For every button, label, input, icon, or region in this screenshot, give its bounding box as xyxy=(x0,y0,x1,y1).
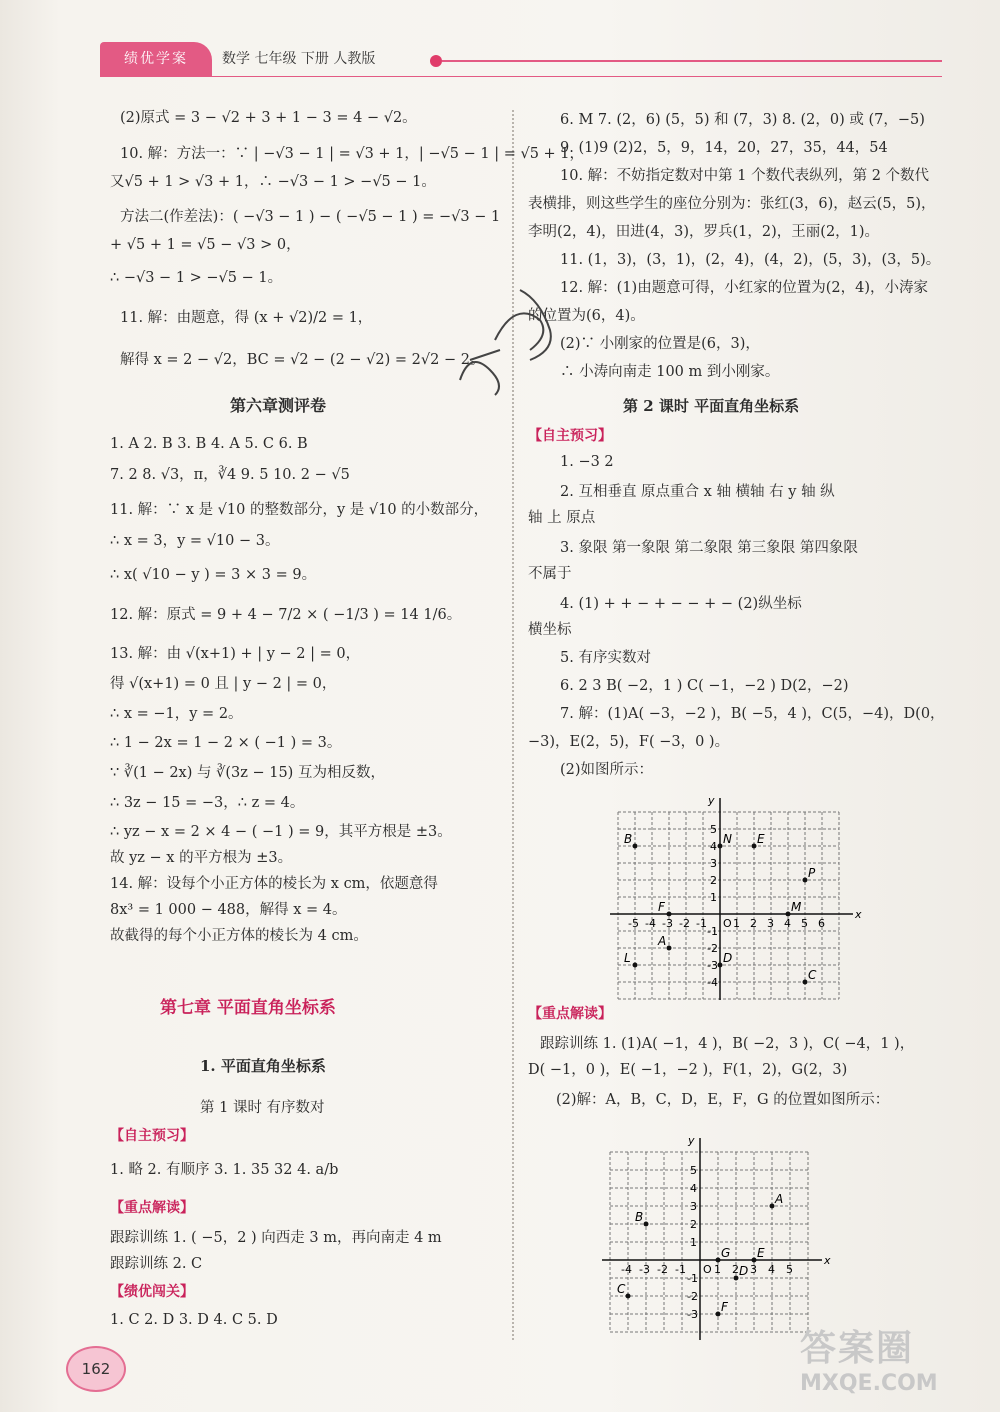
point-label: G xyxy=(721,1246,731,1260)
right-line: ∴ 小涛向南走 100 m 到小刚家。 xyxy=(560,364,780,380)
x-tick-label: 2 xyxy=(750,917,757,930)
point-label: M xyxy=(791,900,802,914)
point-label: N xyxy=(723,832,732,846)
watermark xyxy=(800,1320,980,1400)
y-tick-label: 3 xyxy=(690,1200,697,1213)
chapter-title: 第七章 平面直角坐标系 xyxy=(160,998,336,1018)
subsection-title: 第 1 课时 有序数对 xyxy=(200,1100,325,1116)
x-tick-label: 4 xyxy=(768,1263,775,1276)
x-tick-label: 2 xyxy=(732,1263,739,1276)
x-tick-label: -3 xyxy=(639,1263,650,1276)
x-tick-label: 4 xyxy=(784,917,791,930)
left-line: ∴ x = −1，y = 2。 xyxy=(110,706,243,722)
right-line: 1. −3 2 xyxy=(560,454,614,470)
point-M xyxy=(786,912,791,917)
point-label: E xyxy=(757,1246,765,1260)
left-line: ∴ x = 3，y = √10 − 3。 xyxy=(110,533,280,549)
coordinate-graph-1 xyxy=(600,780,870,1000)
tag-preview: 【自主预习】 xyxy=(528,428,612,444)
point-label: C xyxy=(617,1282,626,1296)
y-tick-label: 5 xyxy=(710,823,717,836)
point-F xyxy=(716,1312,721,1317)
right-line: 2. 互相垂直 原点重合 x 轴 横轴 右 y 轴 纵 xyxy=(560,484,835,500)
right-line: (2)解：A，B，C，D，E，F，G 的位置如图所示： xyxy=(556,1092,890,1108)
point-label: C xyxy=(808,968,817,982)
y-tick-label: -4 xyxy=(707,976,718,989)
point-A xyxy=(770,1204,775,1209)
point-label: P xyxy=(808,866,816,880)
right-line: 12. 解：(1)由题意可得，小红家的位置为(2，4)，小涛家 xyxy=(560,280,928,296)
left-line: 7. 2 8. √3，π，∛4 9. 5 10. 2 − √5 xyxy=(110,467,350,483)
origin-label: O xyxy=(723,917,732,930)
left-line: ∴ −√3 − 1 > −√5 − 1。 xyxy=(110,270,283,286)
origin-label: O xyxy=(703,1263,712,1276)
left-line: 跟踪训练 1. ( −5，2 ) 向西走 3 m，再向南走 4 m xyxy=(110,1230,442,1246)
page-number: 162 xyxy=(66,1346,126,1392)
right-line: 3. 象限 第一象限 第二象限 第三象限 第四象限 xyxy=(560,540,858,556)
right-line: 11. (1，3)，(3，1)，(2，4)，(4，2)，(5，3)，(3，5)。 xyxy=(560,252,941,268)
y-tick-label: 2 xyxy=(690,1218,697,1231)
point-B xyxy=(633,844,638,849)
point-P xyxy=(803,878,808,883)
y-tick-label: 4 xyxy=(710,840,717,853)
x-tick-label: 1 xyxy=(714,1263,721,1276)
point-label: B xyxy=(624,832,633,846)
x-tick-label: 3 xyxy=(750,1263,757,1276)
x-tick-label: 5 xyxy=(801,917,808,930)
tag-key: 【重点解读】 xyxy=(110,1200,194,1216)
x-axis-label: x xyxy=(855,908,862,921)
left-line: 又√5 + 1 > √3 + 1，∴ −√3 − 1 > −√5 − 1。 xyxy=(110,174,436,190)
left-line: 故 yz − x 的平方根为 ±3。 xyxy=(110,850,293,866)
point-label: B xyxy=(635,1210,644,1224)
point-label: D xyxy=(739,1264,749,1278)
left-line: 14. 解：设每个小正方体的棱长为 x cm，依题意得 xyxy=(110,876,438,892)
watermark-logo: 答案圈 xyxy=(800,1328,915,1369)
left-line: 10. 解：方法一：∵ | −√3 − 1 | = √3 + 1，| −√5 − 1 | = √5 + 1， xyxy=(120,146,585,162)
point-D xyxy=(718,963,723,968)
right-line: −3)，E(2，5)，F( −3，0 )。 xyxy=(528,734,730,750)
left-line: 12. 解：原式 = 9 + 4 − 7/2 × ( −1/3 ) = 14 1/6。 xyxy=(110,607,462,623)
left-line: + √5 + 1 = √5 − √3 > 0， xyxy=(110,237,301,253)
point-label: F xyxy=(721,1300,728,1314)
left-line: (2)原式 = 3 − √2 + 3 + 1 − 3 = 4 − √2。 xyxy=(120,110,417,126)
right-line: 横坐标 xyxy=(528,622,572,638)
left-line: 8x³ = 1 000 − 488，解得 x = 4。 xyxy=(110,902,347,918)
y-tick-label: -2 xyxy=(707,942,718,955)
right-line: 6. M 7. (2，6) (5，5) 和 (7，3) 8. (2，0) 或 (7，−5) xyxy=(560,112,925,128)
watermark-url: MXQE.COM xyxy=(800,1371,938,1396)
left-line: 1. 略 2. 有顺序 3. 1. 35 32 4. a/b xyxy=(110,1162,339,1178)
left-line: ∴ 3z − 15 = −3，∴ z = 4。 xyxy=(110,795,305,811)
x-tick-label: 1 xyxy=(733,917,740,930)
point-B xyxy=(644,1222,649,1227)
right-line: 6. 2 3 B( −2，1 ) C( −1，−2 ) D(2，−2) xyxy=(560,678,849,694)
left-line: ∴ 1 − 2x = 1 − 2 × ( −1 ) = 3。 xyxy=(110,735,342,751)
x-tick-label: 3 xyxy=(767,917,774,930)
point-F xyxy=(667,912,672,917)
handwriting-scribble xyxy=(440,270,580,410)
right-line: 表横排，则这些学生的座位分别为：张红(3，6)，赵云(5，5)， xyxy=(528,196,936,212)
left-line: 方法二(作差法)：( −√3 − 1 ) − ( −√5 − 1 ) = −√3 − 1 xyxy=(120,209,501,225)
y-tick-label: 2 xyxy=(710,874,717,887)
left-line: 故截得的每个小正方体的棱长为 4 cm。 xyxy=(110,928,368,944)
x-tick-label: -2 xyxy=(679,917,690,930)
point-N xyxy=(718,844,723,849)
x-tick-label: -1 xyxy=(675,1263,686,1276)
left-line: 跟踪训练 2. C xyxy=(110,1256,203,1272)
point-label: D xyxy=(723,951,733,965)
right-line: 李明(2，4)，田进(4，3)，罗兵(1，2)，王丽(2，1)。 xyxy=(528,224,880,240)
y-axis-label: y xyxy=(708,794,715,807)
lesson-title: 1. 平面直角坐标系 xyxy=(200,1057,326,1075)
y-tick-label: 5 xyxy=(690,1164,697,1177)
y-tick-label: -1 xyxy=(707,925,718,938)
left-line: 1. C 2. D 3. D 4. C 5. D xyxy=(110,1312,278,1328)
coordinate-graph-2 xyxy=(600,1120,850,1340)
section-title: 第六章测评卷 xyxy=(230,396,327,415)
left-line: 解得 x = 2 − √2，BC = √2 − (2 − √2) = 2√2 − 2。 xyxy=(120,352,485,368)
header-title: 数学 七年级 下册 人教版 xyxy=(222,51,376,67)
right-line: (2)∵ 小刚家的位置是(6，3)， xyxy=(560,336,760,352)
y-axis-label: y xyxy=(688,1134,695,1147)
right-line: 的位置为(6，4)。 xyxy=(528,308,645,324)
right-line: (2)如图所示： xyxy=(560,762,654,778)
x-tick-label: 6 xyxy=(818,917,825,930)
y-tick-label: 4 xyxy=(690,1182,697,1195)
point-D xyxy=(734,1276,739,1281)
right-line: 4. (1) + + − + − − + − (2)纵坐标 xyxy=(560,596,802,612)
tag-preview: 【自主预习】 xyxy=(110,1128,194,1144)
x-axis-label: x xyxy=(824,1254,831,1267)
left-line: 得 √(x+1) = 0 且 | y − 2 | = 0， xyxy=(110,676,337,692)
left-line: 13. 解：由 √(x+1) + | y − 2 | = 0， xyxy=(110,646,361,662)
point-E xyxy=(752,844,757,849)
x-tick-label: -3 xyxy=(662,917,673,930)
x-tick-label: -5 xyxy=(628,917,639,930)
y-tick-label: -3 xyxy=(707,959,718,972)
left-line: ∴ x( √10 − y ) = 3 × 3 = 9。 xyxy=(110,567,317,583)
y-tick-label: -2 xyxy=(687,1290,698,1303)
point-label: F xyxy=(658,900,665,914)
tag-key: 【重点解读】 xyxy=(528,1006,612,1022)
left-line: 11. 解：由题意，得 (x + √2)/2 = 1， xyxy=(120,310,373,326)
point-G xyxy=(716,1258,721,1263)
point-label: A xyxy=(658,934,667,948)
right-line: 跟踪训练 1. (1)A( −1，4 )，B( −2，3 )，C( −4，1 )， xyxy=(540,1036,915,1052)
point-A xyxy=(667,946,672,951)
point-label: E xyxy=(757,832,765,846)
left-line: 1. A 2. B 3. B 4. A 5. C 6. B xyxy=(110,436,308,452)
point-label: A xyxy=(775,1192,784,1206)
y-tick-label: 3 xyxy=(710,857,717,870)
x-tick-label: 5 xyxy=(786,1263,793,1276)
x-tick-label: -2 xyxy=(657,1263,668,1276)
right-line: 轴 上 原点 xyxy=(528,510,596,526)
y-tick-label: 1 xyxy=(690,1236,697,1249)
point-E xyxy=(752,1258,757,1263)
right-line: 7. 解：(1)A( −3，−2 )，B( −5，4 )，C(5，−4)，D(0， xyxy=(560,706,945,722)
x-tick-label: -1 xyxy=(696,917,707,930)
left-line: 11. 解：∵ x 是 √10 的整数部分，y 是 √10 的小数部分， xyxy=(110,502,489,518)
x-tick-label: -4 xyxy=(621,1263,632,1276)
left-line: ∵ ∛(1 − 2x) 与 ∛(3z − 15) 互为相反数， xyxy=(110,765,385,781)
right-line: 9. (1)9 (2)2，5，9，14，20，27，35，44，54 xyxy=(560,140,888,156)
point-L xyxy=(633,963,638,968)
right-line: 不属于 xyxy=(528,566,572,582)
right-line: D( −1，0 )，E( −1，−2 )，F(1，2)，G(2，3) xyxy=(528,1062,848,1078)
point-C xyxy=(626,1294,631,1299)
y-tick-label: -3 xyxy=(687,1308,698,1321)
tag-challenge: 【绩优闯关】 xyxy=(110,1284,194,1300)
right-line: 5. 有序实数对 xyxy=(560,650,651,666)
point-label: L xyxy=(624,951,631,965)
subsection-title: 第 2 课时 平面直角坐标系 xyxy=(623,397,800,415)
right-line: 10. 解：不妨指定数对中第 1 个数代表纵列，第 2 个数代 xyxy=(560,168,930,184)
left-line: ∴ yz − x = 2 × 4 − ( −1 ) = 9，其平方根是 ±3。 xyxy=(110,824,452,840)
header-tab: 绩优学案 xyxy=(100,42,212,76)
x-tick-label: -4 xyxy=(645,917,656,930)
y-tick-label: -1 xyxy=(687,1272,698,1285)
point-C xyxy=(803,980,808,985)
y-tick-label: 1 xyxy=(710,891,717,904)
